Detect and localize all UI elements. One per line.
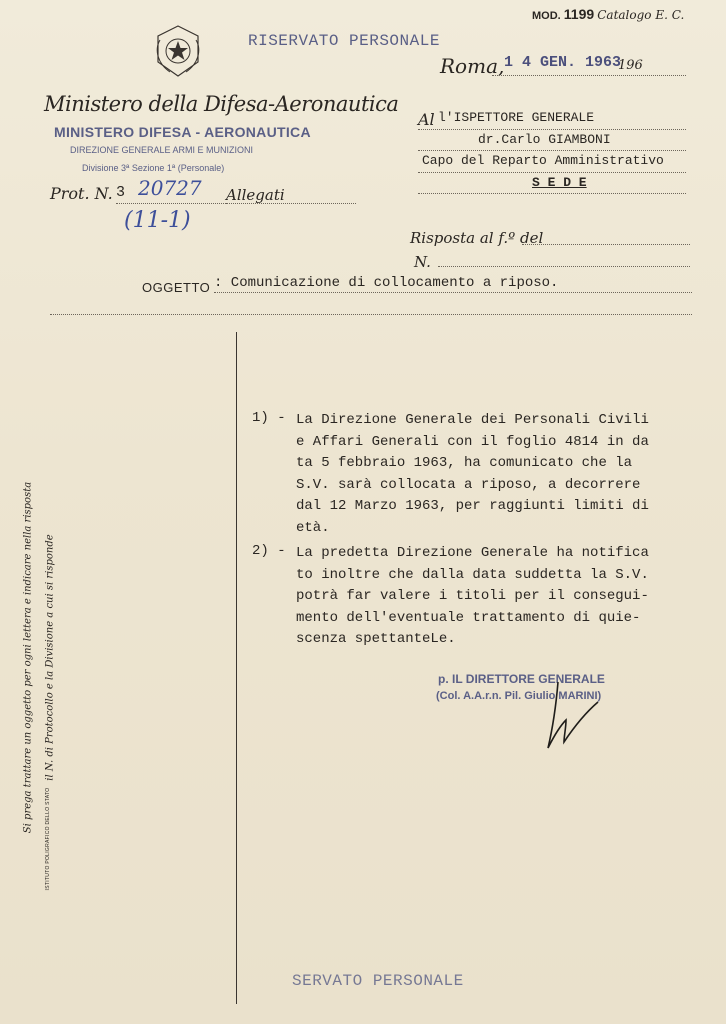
protocol-handwritten: 20727 <box>138 176 202 200</box>
ministry-stamp-line1: MINISTERO DIFESA - AERONAUTICA <box>54 124 311 140</box>
allegati-label: Allegati <box>226 186 285 204</box>
signature-line1: p. IL DIRETTORE GENERALE <box>438 672 605 686</box>
paragraph-line: to inoltre che dalla data suddetta la S.V. <box>296 566 649 583</box>
handwritten-signature-icon <box>540 676 610 756</box>
protocol-line: Prot. N. 3 20727 Allegati <box>50 184 300 208</box>
margin-line <box>236 332 237 1004</box>
city-label: Roma, <box>440 54 505 78</box>
paragraph-line: potrà far valere i titoli per il consegui- <box>296 588 649 604</box>
reserved-stamp-bottom: SERVATO PERSONALE <box>292 972 464 990</box>
ministry-stamp-line2: DIREZIONE GENERALE ARMI E MUNIZIONI <box>70 145 254 155</box>
paragraph-line: età. <box>296 519 330 536</box>
subject-label: OGGETTO <box>142 280 211 295</box>
paragraph-line: scenza spettanteLe. <box>296 631 456 647</box>
paragraph-line: La predetta Direzione Generale ha notifica <box>296 545 649 561</box>
paragraph-line: S.V. sarà collocata a riposo, a decorrere <box>296 476 641 493</box>
year-prefix: 196 <box>618 58 643 73</box>
paragraph-line: mento dell'eventuale trattamento di quie- <box>296 609 641 626</box>
paragraph-1-number: 1) - <box>252 410 286 426</box>
paragraph-1 <box>296 410 649 539</box>
paragraph-line: e Affari Generali con il foglio 4814 in da <box>296 433 649 450</box>
document-page: MOD. 1199 Catalogo E. C. RISERVATO PERSONALE Roma, 1 4 GEN. 1963 196 Ministero della Difesa-Aeronautica MINISTERO DIFESA - AERONAUTICA DIREZIONE GENERALE ARMI E MUNIZIONI Divisione 3ª Sezione 1ª (Personale) Prot. N. 3 20727 Allegati (11-1) Al l'ISPETTORE GENERALE dr.Carlo GIAMBONI Capo del Reparto Amministrativo S E D E Risposta al f.º del N. OGGETTO : Comunicazione di collocamento a riposo. Si prega trattare un oggetto per ogni lettera e indicare nella risposta il N. di Protocollo e la Divisione a cui si risponde ISTITUTO POLIGRAFICO DELLO STATO 1) - La Direzione Generale dei Personali Civili e Affari Generali con il foglio 4814 in da ta 5 febbraio 1963, ha comunicato che la S.V. sarà collocata a riposo, a decorrere dal 12 Marzo 1963, per raggiunti limiti di età. 2) - La predetta Direzione Generale ha notifica to inoltre che dalla data suddetta la S.V. potrà far valere i titoli per il consegui- mento dell'eventuale trattamento di quie- scenza spettanteLe. p. IL DIRETTORE GENERALE (Col. A.A.r.n. Pil. Giulio MARINI) SERVATO PERSONALE <box>0 0 726 1024</box>
paragraph-2 <box>296 543 649 651</box>
date-line <box>440 54 686 78</box>
printer-imprint: ISTITUTO POLIGRAFICO DELLO STATO <box>45 787 51 891</box>
recipient-line3: Capo del Reparto Amministrativo <box>422 153 664 168</box>
paragraph-line: dal 12 Marzo 1963, per raggiunti limiti di <box>296 498 649 514</box>
italian-emblem-icon <box>150 22 206 80</box>
paragraph-line: La Direzione Generale dei Personali Civili <box>296 412 649 428</box>
side-note-line1: Si prega trattare un oggetto per ogni lettera e indicare nella risposta <box>22 481 34 834</box>
reserved-stamp-top: RISERVATO PERSONALE <box>248 32 440 50</box>
paragraph-2-number: 2) - <box>252 543 286 559</box>
recipient-line2: dr.Carlo GIAMBONI <box>478 132 611 147</box>
recipient-line4: S E D E <box>532 175 587 190</box>
model-code: MOD. 1199 Catalogo E. C. <box>532 6 685 22</box>
signature-line2: (Col. A.A.r.n. Pil. Giulio MARINI) <box>436 690 602 702</box>
classification-handwritten: (11-1) <box>124 208 191 233</box>
ministry-title: Ministero della Difesa-Aeronautica <box>44 92 399 116</box>
date-stamp: 1 4 GEN. 1963 <box>504 54 622 71</box>
subject-text: : Comunicazione di collocamento a riposo. <box>214 275 559 291</box>
reply-label-1: Risposta al f.º del <box>410 229 544 247</box>
paragraph-line: ta 5 febbraio 1963, ha comunicato che la <box>296 455 633 471</box>
ministry-stamp-line3: Divisione 3ª Sezione 1ª (Personale) <box>82 163 225 173</box>
side-note-line2: il N. di Protocollo e la Divisione a cui si risponde <box>44 534 56 781</box>
recipient-line1: l'ISPETTORE GENERALE <box>438 110 595 125</box>
protocol-number: 3 <box>116 184 126 201</box>
reply-label-2: N. <box>414 253 431 271</box>
